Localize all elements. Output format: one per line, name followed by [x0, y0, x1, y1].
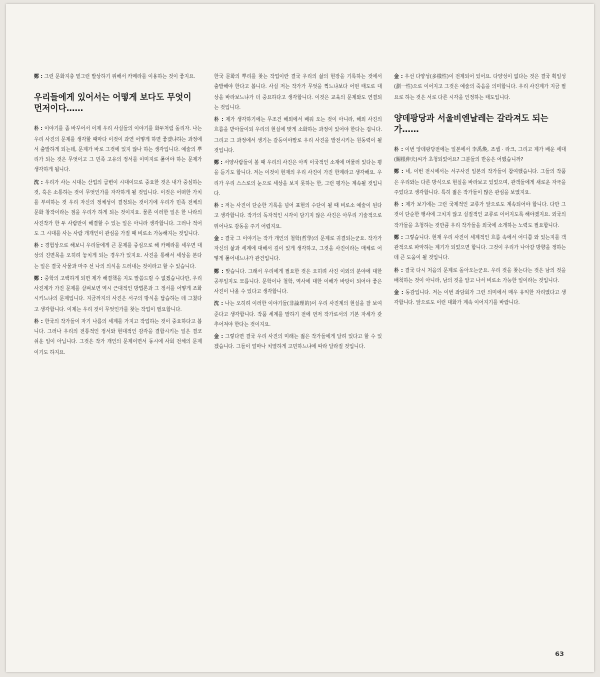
paragraph — [34, 124, 202, 175]
speaker-label: 沈 : — [34, 179, 45, 186]
paragraph — [394, 72, 566, 103]
paragraph-text: 그렇다면 결국 우리 사진의 미래는 젊은 작가들에게 달려 있다고 할 수 있겠습니다. 그들이 얼마나 치열하게 고민하느냐에 따라 달라질 것입니다. — [214, 334, 382, 351]
speaker-label: 朴 : — [394, 267, 405, 274]
paragraph-text: 경험상으로 해보니 우리들에게 큰 문제를 중심으로 해 카메라를 세우면 대상의 진면목을 오히려 놓치게 되는 경우가 있지요. 사진을 통해서 세상을 본다는 일은 결국 사물과 마주 선 나의 의식을 드러내는 것이라고 할 수 있습니다. — [34, 243, 202, 270]
paragraph-text: 결국 그 이야기는 작가 개인의 철학(哲學)의 문제로 귀결되는군요. 작가가 자신의 삶과 세계에 대해서 깊이 있게 생각하고, 그것을 사진이라는 매체로 어떻게 풀어내느냐가 관건입니다. — [214, 235, 382, 263]
paragraph-text: 한국의 작가들이 자기 나름의 세계를 가지고 작업하는 것이 중요하다고 봅니다. 그러나 우리의 전통적인 정서와 현대적인 감각을 결합시키는 일은 결코 쉬운 일이 아닙니다. 그것은 작가 개인의 문제이면서 동시에 사회 전체의 문제이기도 하지요. — [34, 318, 202, 356]
text-column-3 — [394, 72, 566, 648]
speaker-label: 鄭 : — [214, 160, 225, 166]
section-heading: 우리들에게 있어서는 어떻게 보다도 무엇이 먼저이다…… — [34, 92, 192, 114]
speaker-label: 朴 : — [394, 202, 406, 208]
paragraph-text: 제가 보기에는 그런 국제적인 교류가 앞으로도 계속되어야 합니다. 다만 그것이 단순한 행사에 그치지 않고 실질적인 교류로 이어지도록 해야겠지요. 외국의 작가들을 초청하는 것만큼 우리 작가들을 외국에 소개하는 노력도 필요합니다. — [394, 202, 566, 229]
paragraph — [34, 72, 202, 82]
text-column-2 — [214, 72, 382, 648]
paragraph-text: 우리가 사는 시대는 산업의 급변이 시대이므로 중요한 것은 내가 중심하는 것, 혹은 소통하는 것이 무엇인가를 자각하게 될 것입니다. 이것은 어떠한 가치를 부여하는 것 우리 자신의 정체성이 결정되는 것이기에 우리가 민족 전체의 문화 창작이라는 점을 우리가 하게 되는 것이지요. 물론 이러한 일은 한 나라의 사진작가 한 두 사람만이 해결할 수 있는 일은 아니라 생각합니다. 그러나 적어도 그 시대를 사는 사람 개개인이 관심을 가질 때 비로소 가능해지는 것입니다. — [34, 179, 202, 237]
paragraph — [394, 288, 566, 309]
text-column-1 — [34, 72, 202, 648]
speaker-label: 金 : — [394, 74, 405, 80]
speaker-label: 沈 : — [214, 301, 225, 308]
paragraph — [394, 233, 566, 264]
paragraph — [394, 145, 566, 166]
paragraph-text: 제가 생각하기에는 무조건 해외에서 배워 오는 것이 아니라, 해외 사진의 흐름을 받아들이되 우리의 현실에 맞게 소화하는 과정이 있어야 한다는 겁니다. 그리고 그 과정에서 생기는 갈등이야말로 우리 사진을 발전시키는 원동력이 될 것입니다. — [214, 117, 382, 154]
paragraph — [34, 241, 202, 272]
speaker-label: 朴 : — [34, 243, 45, 249]
paragraph — [214, 267, 382, 298]
magazine-page — [6, 4, 594, 672]
paragraph — [214, 234, 382, 265]
speaker-label: 朴 : — [214, 117, 226, 123]
paragraph — [34, 317, 202, 358]
speaker-label: 朴 : — [394, 146, 406, 153]
speaker-label: 鄭 : — [34, 74, 45, 80]
paragraph-text: 네, 이번 전시에서는 서구사진 일본의 작가들이 참여했습니다. 그들의 작품은 우리와는 다른 방식으로 현실을 바라보고 있었으며, 관객들에게 새로운 자극을 주었다고 생각합니다. 특히 젊은 작가들이 많은 관심을 보였지요. — [394, 169, 566, 196]
paragraph — [394, 266, 566, 287]
paragraph-text: 저는 사진이 단순한 기록을 넘어 표현의 수단이 될 때 비로소 예술이 된다고 생각합니다. 작가의 독자적인 시각이 담기지 않은 사진은 아무리 기술적으로 뛰어나도 감동을 주기 어렵지요. — [214, 203, 382, 230]
paragraph — [214, 332, 382, 353]
paragraph-text: 나는 오히려 이러한 이야기들(非論理的)이 우리 사진계의 현실을 잘 보여 준다고 생각합니다. 작품 세계를 말하기 전에 먼저 작가로서의 기본 자세가 갖추어져야 한다는 것이지요. — [214, 301, 382, 328]
speaker-label: 鄭 : — [214, 268, 226, 275]
speaker-label: 朴 : — [34, 318, 45, 325]
paragraph-text: 서양사람들이 볼 때 우리의 사진은 아직 이국적인 소재에 머물러 있다는 평을 듣기도 합니다. 저는 이것이 현재의 우리 사진이 가진 한계라고 생각해요. 우리가 우리 스스로의 눈으로 세상을 보지 못하는 한, 그런 평가는 계속될 것입니다. — [214, 160, 382, 197]
speaker-label: 金 : — [214, 235, 225, 242]
paragraph-text: 맞습니다. 그래서 우리에게 필요한 것은 오히려 사진 이외의 분야에 대한 공부일지도 모릅니다. 문학이나 철학, 역사에 대한 이해가 바탕이 되어야 좋은 사진이 나올 수 있다고 생각합니다. — [214, 268, 382, 295]
speaker-label: 鄭 : — [394, 234, 405, 241]
paragraph — [394, 200, 566, 231]
speaker-label: 朴 : — [34, 126, 45, 133]
paragraph-text: 그렇습니다. 현재 우리 사진이 세계적인 흐름 속에서 어디쯤 와 있는지를 객관적으로 파악하는 계기가 되었으면 합니다. 그것이 우리가 나아갈 방향을 정하는 데 큰 도움이 될 것입니다. — [394, 234, 566, 262]
paragraph-text: 중학의 고백하게 되면 제가 해결책을 지도 말씀드릴 수 없겠습니다만, 우리 사진계가 가진 문제를 살펴보면 역시 근대적인 방법론과 그 정서를 어떻게 조화시키느냐의 문제입니다. 지금까지의 사진은 서구의 방식을 답습하는 데 그쳤다고 생각합니다. 이제는 우리 것이 무엇인가를 찾는 작업이 필요합니다. — [34, 275, 202, 313]
speaker-label: 朴 : — [214, 203, 226, 209]
speaker-label: 金 : — [394, 290, 406, 296]
paragraph — [34, 274, 202, 315]
paragraph-text: 우선 다양성(多樣性)이 전제되어 있어요. 다양성이 없다는 것은 결국 획일성(劃一性)으로 이어지고 그것은 예술의 죽음을 의미합니다. 우리 사진계가 지금 필요로 하는 것은 서로 다른 시각을 인정하는 태도입니다. — [394, 74, 566, 101]
paragraph-text: 이번 앙데팡당전에는 일본에서 李禹煥, 조셉 · 라크, 그리고 제가 배운 세대(關根伸夫)씨가 초청되었어요? 그분들의 반응은 어땠습니까? — [394, 146, 566, 163]
paragraph — [214, 115, 382, 156]
paragraph — [214, 201, 382, 232]
paragraph-text: 그런 문화지층 밑그런 발상하기 위해서 카메라를 이용하는 것이 좋지요. — [44, 74, 196, 80]
paragraph — [214, 158, 382, 199]
paragraph — [214, 72, 382, 113]
speaker-label: 鄭 : — [34, 275, 45, 282]
paragraph-text: 결국 다시 처음의 문제로 돌아오는군요. 우리 것을 찾는다는 것은 남의 것을 배척하는 것이 아니라, 남의 것을 알고 나서 비로소 가능한 일이라는 것입니다. — [394, 267, 566, 284]
speaker-label: 金 : — [214, 334, 226, 340]
paragraph-text: 이야기를 좀 바꾸어서 이제 우리 사실들의 이야기를 화두처럼 돌리자. 나는 우리 사진의 문제를 생각할 때마다 이것이 과연 어떻게 하면 좋겠냐하는 과정에서 출발하게 되는데, 문제가 바로 그것에 있지 않나 하는 생각입니다. 예술의 뿌리가 되는 것은 무엇이고 그 민족 고유의 정서를 이미지로 풀어야 하는 문제가 생각하게 됩니다. — [34, 126, 202, 174]
paragraph — [34, 178, 202, 240]
paragraph-text: 동감입니다. 저는 이번 좌담회가 그런 의미에서 매우 유익한 자리였다고 생각합니다. 앞으로도 이런 대화가 계속 이어지기를 바랍니다. — [394, 290, 566, 307]
paragraph — [214, 299, 382, 330]
page-number: 63 — [554, 650, 564, 658]
paragraph-text: 한국 문화의 뿌리를 찾는 작업이란 결국 우리의 삶의 현장을 기록하는 것에서 출발해야 한다고 봅니다. 사실 저는 작가가 무엇을 찍느냐보다 어떤 태도로 대상을 바라보느냐가 더 중요하다고 생각합니다. 이것은 교육의 문제와도 연결되는 것입니다. — [214, 74, 382, 111]
speaker-label: 鄭 : — [394, 169, 406, 176]
paragraph — [394, 167, 566, 198]
section-heading: 양데팡당과 서울비엔날레는 갈라져도 되는가…… — [394, 112, 549, 134]
